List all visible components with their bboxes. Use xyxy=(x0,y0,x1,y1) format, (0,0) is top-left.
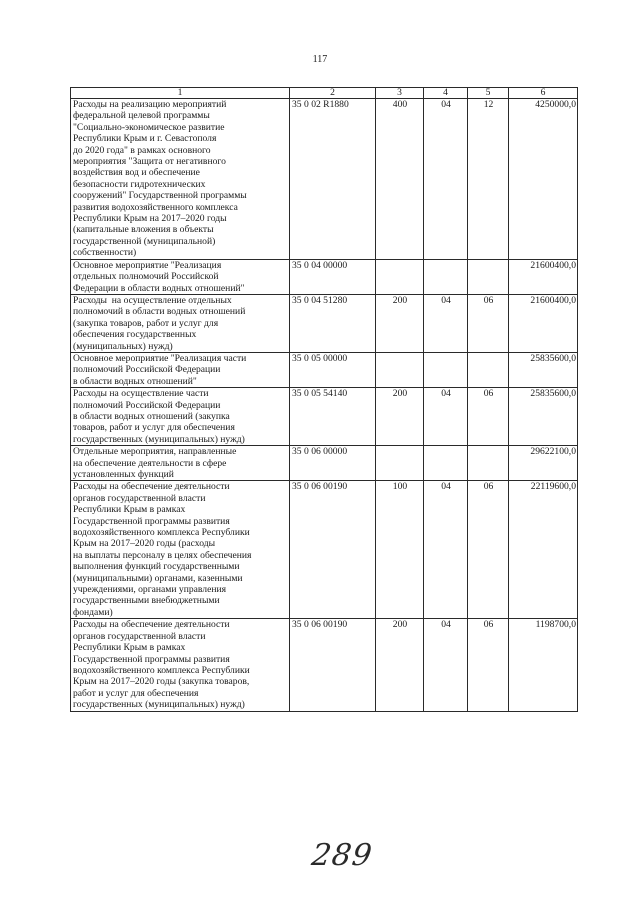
row-description: Расходы на обеспечение деятельности органов государственной власти Республики Крым в рамках Государственной программы развития водохозяйственного комплекса Республики Крым на 2017–2020 годы (расходы на выплаты персоналу в целях обеспечения выполнения функций государственными (муниципальными) органами, казенными учреждениями, органами управления государственными внебюджетными фондами) xyxy=(71,481,290,619)
row-amount: 21600400,0 xyxy=(509,294,578,352)
row-code: 35 0 05 00000 xyxy=(290,352,376,387)
row-section xyxy=(424,352,468,387)
column-header: 4 xyxy=(424,88,468,99)
row-code: 35 0 04 00000 xyxy=(290,259,376,294)
row-amount: 21600400,0 xyxy=(509,259,578,294)
row-subsection: 06 xyxy=(468,388,509,446)
table-row xyxy=(71,388,578,446)
row-description: Расходы на осуществление отдельных полномочий в области водных отношений (закупка товаров, работ и услуг для обеспечения государственных (муниципальных) нужд) xyxy=(71,294,290,352)
row-code: 35 0 02 R1880 xyxy=(290,99,376,260)
column-header: 3 xyxy=(376,88,424,99)
row-code: 35 0 06 00000 xyxy=(290,446,376,481)
row-amount: 29622100,0 xyxy=(509,446,578,481)
column-header: 2 xyxy=(290,88,376,99)
row-code: 35 0 04 51280 xyxy=(290,294,376,352)
row-section xyxy=(424,259,468,294)
table-row xyxy=(71,294,578,352)
row-expense-type xyxy=(376,259,424,294)
row-section: 04 xyxy=(424,294,468,352)
row-expense-type: 400 xyxy=(376,99,424,260)
column-header: 1 xyxy=(71,88,290,99)
row-description: Расходы на обеспечение деятельности органов государственной власти Республики Крым в рамках Государственной программы развития водохозяйственного комплекса Республики Крым на 2017–2020 годы (закупка товаров, работ и услуг для обеспечения государственных (муниципальных) нужд) xyxy=(71,619,290,711)
row-expense-type: 200 xyxy=(376,294,424,352)
row-section: 04 xyxy=(424,481,468,619)
row-amount: 25835600,0 xyxy=(509,352,578,387)
row-expense-type xyxy=(376,352,424,387)
table-row xyxy=(71,481,578,619)
row-subsection xyxy=(468,446,509,481)
table-row xyxy=(71,352,578,387)
budget-table xyxy=(70,87,578,712)
row-code: 35 0 05 54140 xyxy=(290,388,376,446)
row-code: 35 0 06 00190 xyxy=(290,481,376,619)
row-expense-type: 200 xyxy=(376,388,424,446)
column-number-header xyxy=(71,88,578,99)
row-subsection: 06 xyxy=(468,619,509,711)
row-section: 04 xyxy=(424,99,468,260)
row-section: 04 xyxy=(424,388,468,446)
row-section: 04 xyxy=(424,619,468,711)
row-section xyxy=(424,446,468,481)
row-expense-type xyxy=(376,446,424,481)
row-subsection xyxy=(468,259,509,294)
table-row xyxy=(71,446,578,481)
row-description: Основное мероприятие "Реализация отдельных полномочий Российской Федерации в области водных отношений" xyxy=(71,259,290,294)
row-amount: 1198700,0 xyxy=(509,619,578,711)
row-subsection: 06 xyxy=(468,481,509,619)
row-subsection: 12 xyxy=(468,99,509,260)
table-row xyxy=(71,259,578,294)
row-subsection xyxy=(468,352,509,387)
row-description: Расходы на осуществление части полномочий Российской Федерации в области водных отношений (закупка товаров, работ и услуг для обеспечения государственных (муниципальных) нужд) xyxy=(71,388,290,446)
row-amount: 25835600,0 xyxy=(509,388,578,446)
row-description: Расходы на реализацию мероприятий федеральной целевой программы "Социально-экономическое развитие Республики Крым и г. Севастополя до 2020 года" в рамках основного мероприятия "Защита от негативного воздействия вод и обеспечение безопасности гидротехнических сооружений" Государственной программы развития водохозяйственного комплекса Республики Крым на 2017–2020 годы (капитальные вложения в объекты государственной (муниципальной) собственности) xyxy=(71,99,290,260)
column-header: 6 xyxy=(509,88,578,99)
row-amount: 4250000,0 xyxy=(509,99,578,260)
row-code: 35 0 06 00190 xyxy=(290,619,376,711)
handwritten-page-mark: 289 xyxy=(309,838,375,873)
row-subsection: 06 xyxy=(468,294,509,352)
row-amount: 22119600,0 xyxy=(509,481,578,619)
page-number: 117 xyxy=(312,54,328,65)
row-expense-type: 100 xyxy=(376,481,424,619)
table-row xyxy=(71,99,578,260)
row-description: Отдельные мероприятия, направленные на обеспечение деятельности в сфере установленных функций xyxy=(71,446,290,481)
column-header: 5 xyxy=(468,88,509,99)
table-row xyxy=(71,619,578,711)
row-description: Основное мероприятие "Реализация части полномочий Российской Федерации в области водных отношений" xyxy=(71,352,290,387)
row-expense-type: 200 xyxy=(376,619,424,711)
